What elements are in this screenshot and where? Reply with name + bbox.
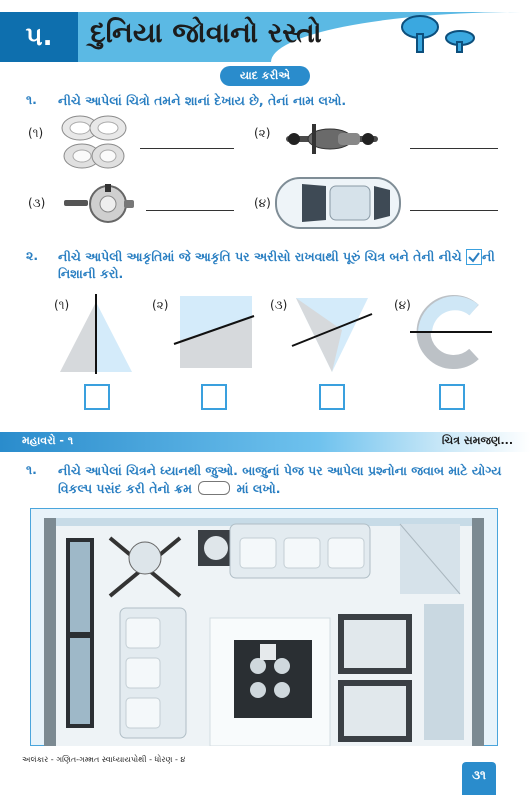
living-room-image [30,508,498,746]
shoes-icon [58,112,130,172]
q1-number: ૧. [26,92,37,107]
practice-right-label: ચિત્ર સમજણ... [441,434,513,447]
page-number: ૩૧ [462,762,496,795]
q3-line2-after: માં લખો. [236,481,281,496]
q2-line1 [58,248,495,265]
chapter-number: ૫. [0,12,78,62]
practice-label: મહાવરો - ૧ [22,434,74,447]
checkbox-3[interactable] [319,384,345,410]
square-figure [172,292,256,374]
q2-number: ૨. [26,248,39,263]
answer-line-1[interactable] [140,148,234,149]
fig-3-label: (૩) [270,298,288,312]
checkbox-1[interactable] [84,384,110,410]
car-icon [272,174,404,232]
answer-line-4[interactable] [410,210,498,211]
checkbox-4[interactable] [439,384,465,410]
q1-item-3-label: (૩) [28,196,46,210]
letter-c-figure [408,292,494,372]
q1-item-4-label: (૪) [254,196,271,210]
inverted-triangle-figure [288,292,376,376]
q1-text: નીચે આપેલાં ચિત્રો તમને શાનાં દેખાય છે, તેનાં નામ લખો. [58,93,347,108]
q1-item-1-label: (૧) [28,126,44,140]
fig-1-label: (૧) [54,298,70,312]
fig-4-label: (૪) [394,298,411,312]
q3-line2 [58,480,280,497]
q1-item-2-label: (૨) [254,126,271,140]
recall-pill: યાદ કરીએ [220,66,310,86]
q2-line1-after: ની [481,249,495,264]
q3-line1: નીચે આપેલાં ચિત્રને ધ્યાનથી જુઓ. બાજુનાં પેજ પર આપેલા પ્રશ્નોના જવાબ માટે યોગ્ય [58,463,502,478]
triangle-figure [56,292,136,374]
trees-icon [398,14,478,54]
footer-text: અલંકાર - ગણિત-ગમ્મત સ્વાધ્યાયપોથી - ધોરણ - ૪ [22,755,186,764]
answer-line-3[interactable] [146,210,234,211]
q2-line2: નિશાની કરો. [58,266,124,281]
q3-line2-before: વિકલ્પ પસંદ કરી તેનો ક્રમ [58,481,192,496]
motorcycle-icon [282,118,382,160]
q2-line1-before: નીચે આપેલી આકૃતિમાં જે આકૃતિ પર અરીસો રાખવાથી પૂરું ચિત્ર બને તેની નીચે [58,249,462,264]
answer-oval[interactable] [198,481,230,495]
kettle-icon [62,182,142,226]
chapter-title: દુનિયા જોવાનો રસ્તો [90,16,322,49]
fig-2-label: (૨) [152,298,169,312]
inline-checkmark-icon [466,249,482,265]
checkbox-2[interactable] [201,384,227,410]
answer-line-2[interactable] [410,148,498,149]
q3-number: ૧. [26,462,37,477]
